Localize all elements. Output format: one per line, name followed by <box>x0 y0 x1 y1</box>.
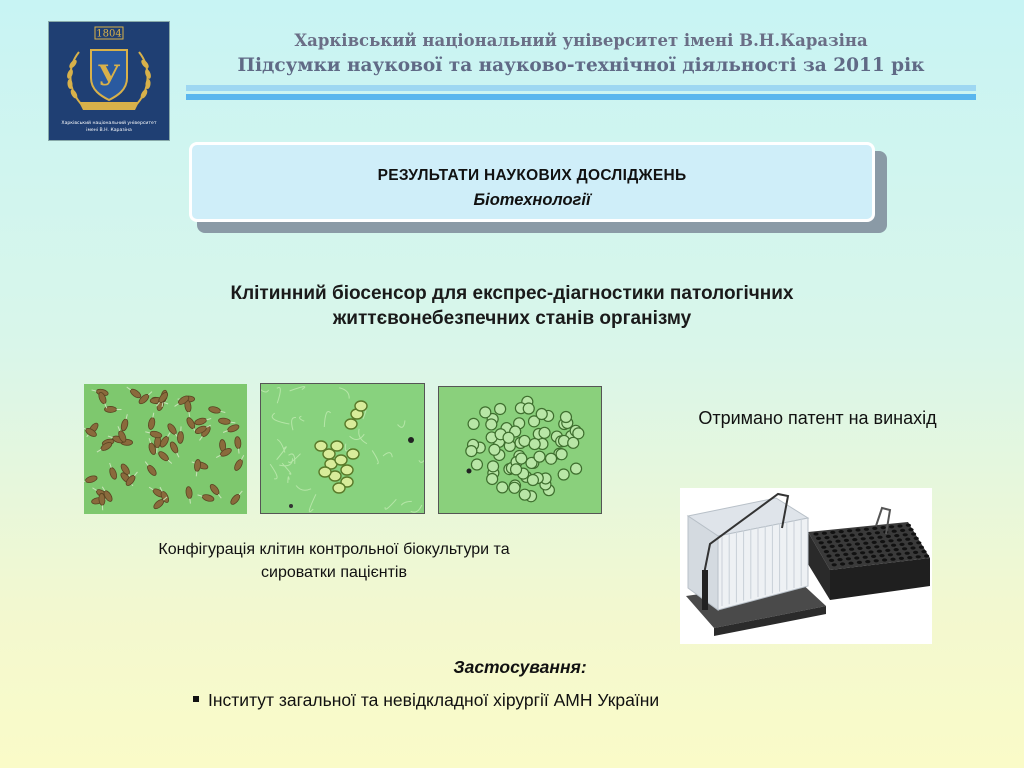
microscopy-image-1 <box>84 384 247 514</box>
images-caption-line2: сироватки пацієнтів <box>261 564 407 581</box>
university-logo <box>48 21 170 141</box>
bullet-icon <box>193 696 199 702</box>
university-emblem-icon <box>49 22 169 140</box>
patent-note: Отримано патент на винахід <box>698 408 937 428</box>
images-caption <box>96 538 572 584</box>
application-item-text: Інститут загальної та невідкладної хірургії АМН України <box>208 690 660 710</box>
logo-caption-line2: імені В.Н. Каразіна <box>86 128 132 133</box>
cells-colony-graphic <box>439 387 601 513</box>
section-subtitle: Біотехнології <box>473 191 591 209</box>
biosensor-device-photo <box>680 488 932 644</box>
microscopy-image-2 <box>260 383 425 514</box>
report-title: Підсумки наукової та науково-технічної діяльності за 2011 рік <box>237 55 925 76</box>
university-name: Харківський національний університет імені В.Н.Каразіна <box>294 31 868 50</box>
logo-year: 1804 <box>96 28 122 40</box>
images-caption-line1: Конфігурація клітин контрольної біокультури та <box>158 541 510 558</box>
research-title <box>120 281 904 331</box>
logo-caption-line1: Харківський національний університет <box>61 121 157 126</box>
section-title: РЕЗУЛЬТАТИ НАУКОВИХ ДОСЛІДЖЕНЬ <box>377 167 687 184</box>
application-title: Застосування: <box>453 657 587 677</box>
microplate-device-graphic <box>680 488 932 644</box>
header-divider-light <box>186 85 976 91</box>
cells-elongated-graphic <box>84 384 247 514</box>
research-title-line1: Клітинний біосенсор для експрес-діагностики патологічних <box>230 283 794 304</box>
cells-cluster-graphic <box>261 384 424 513</box>
application-item <box>193 690 659 711</box>
microscopy-image-3 <box>438 386 602 514</box>
logo-letter: У <box>97 59 121 92</box>
header-divider-dark <box>186 94 976 100</box>
section-box <box>189 142 875 222</box>
research-title-line2: життєвонебезпечних станів організму <box>332 308 692 329</box>
